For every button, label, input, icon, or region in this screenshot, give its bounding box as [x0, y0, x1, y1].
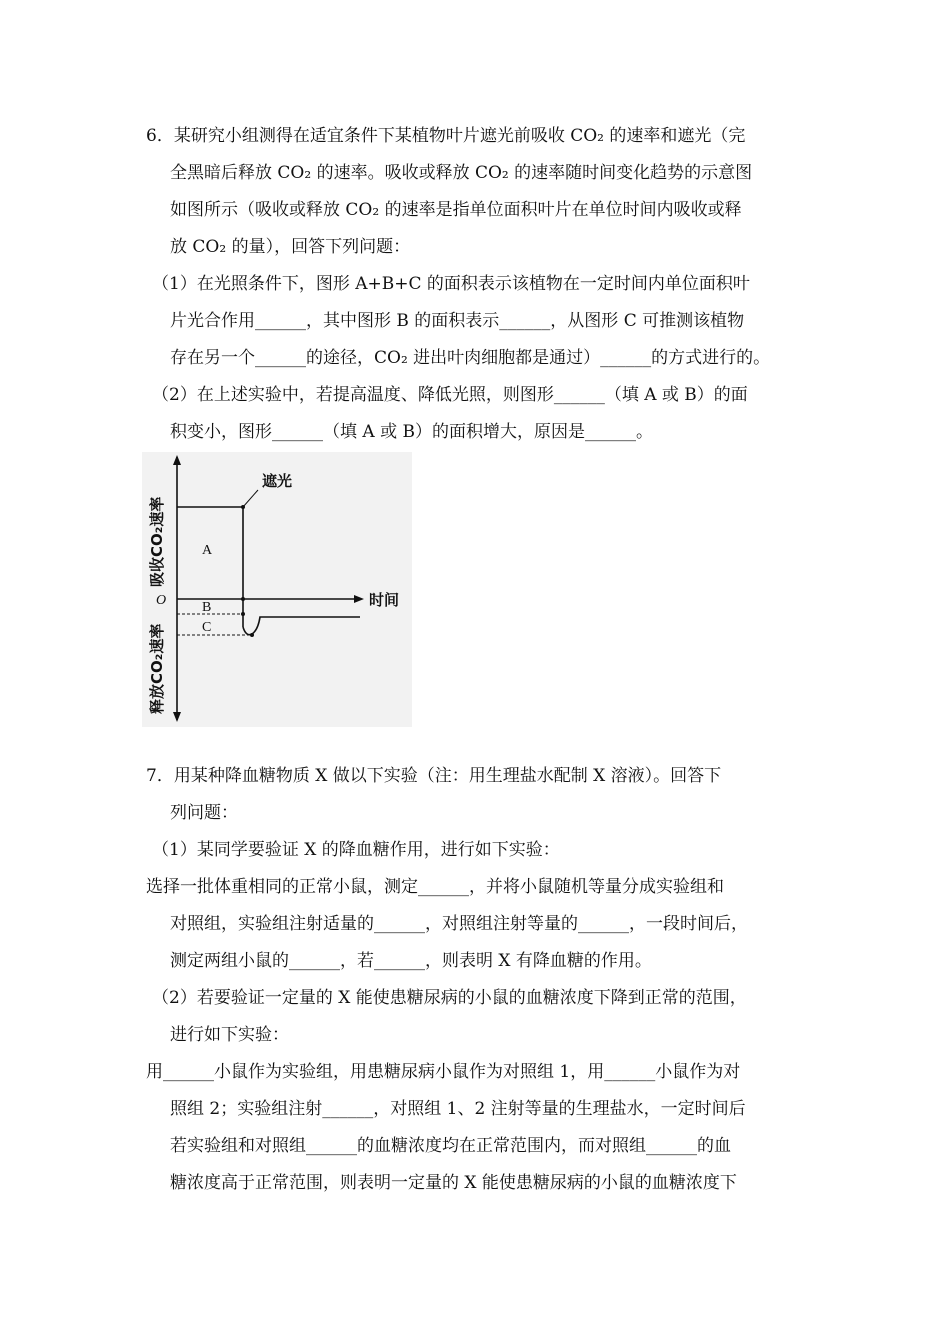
- b-point: [241, 612, 245, 616]
- q6-part2-line-1: （2）在上述实验中，若提高温度、降低光照，则图形______（填 A 或 B）的面: [152, 385, 748, 405]
- q6-line-2: 全黑暗后释放 CO₂ 的速率。吸收或释放 CO₂ 的速率随时间变化趋势的示意图: [170, 163, 753, 183]
- y-axis-label-bottom: 释放CO₂速率: [148, 623, 166, 714]
- q7-line-1: 7．用某种降血糖物质 X 做以下实验（注：用生理盐水配制 X 溶液）。回答下: [146, 766, 722, 786]
- y-axis-arrow-up: [173, 455, 181, 465]
- q7-part2-line-4: 糖浓度高于正常范围，则表明一定量的 X 能使患糖尿病的小鼠的血糖浓度下: [170, 1173, 737, 1193]
- axis-point: [241, 597, 245, 601]
- co2-rate-figure: [142, 452, 412, 727]
- annotation-label: 遮光: [262, 472, 293, 490]
- x-axis-arrow: [354, 595, 364, 603]
- region-c-label: C: [202, 620, 212, 635]
- q7-line-2: 列问题：: [170, 803, 238, 823]
- y-axis-arrow-down: [173, 712, 181, 722]
- q7-part1-line-2: 对照组，实验组注射适量的______，对照组注射等量的______，一段时间后，: [170, 914, 748, 934]
- q7-part1-heading: （1）某同学要验证 X 的降血糖作用，进行如下实验：: [152, 840, 560, 860]
- region-a-label: A: [202, 543, 213, 558]
- annotation-pointer: [243, 490, 258, 507]
- q6-part1-line-2: 片光合作用______，其中图形 B 的面积表示______，从图形 C 可推测该植物: [170, 311, 745, 331]
- q6-part2-line-2: 积变小，图形______（填 A 或 B）的面积增大，原因是______。: [170, 422, 653, 442]
- q7-part2-line-2: 照组 2；实验组注射______，对照组 1、2 注射等量的生理盐水，一定时间后: [170, 1099, 746, 1119]
- q7-part1-line-1: 选择一批体重相同的正常小鼠，测定______，并将小鼠随机等量分成实验组和: [146, 877, 724, 897]
- q6-line-1: 6．某研究小组测得在适宜条件下某植物叶片遮光前吸收 CO₂ 的速率和遮光（完: [146, 126, 746, 146]
- co2-rate-diagram: [142, 452, 412, 727]
- y-axis-label-top: 吸收CO₂速率: [148, 496, 166, 587]
- q7-part2-line-3: 若实验组和对照组______的血糖浓度均在正常范围内，而对照组______的血: [170, 1136, 731, 1156]
- q6-part1-line-1: （1）在光照条件下，图形 A+B+C 的面积表示该植物在一定时间内单位面积叶: [152, 274, 750, 294]
- q7-part2-heading: （2）若要验证一定量的 X 能使患糖尿病的小鼠的血糖浓度下降到正常的范围，: [152, 988, 747, 1008]
- q7-part2-line-1: 用______小鼠作为实验组，用患糖尿病小鼠作为对照组 1，用______小鼠作为对: [146, 1062, 741, 1082]
- q6-part1-line-3: 存在另一个______的途径，CO₂ 进出叶肉细胞都是通过）______的方式进行的。: [170, 348, 771, 368]
- min-point: [250, 633, 254, 637]
- q6-line-3: 如图所示（吸收或释放 CO₂ 的速率是指单位面积叶片在单位时间内吸收或释: [170, 200, 742, 220]
- q7-part2-heading-2: 进行如下实验：: [170, 1025, 289, 1045]
- origin-label: O: [156, 593, 167, 608]
- q7-part1-line-3: 测定两组小鼠的______，若______，则表明 X 有降血糖的作用。: [170, 951, 652, 971]
- q6-line-4: 放 CO₂ 的量），回答下列问题：: [170, 237, 411, 257]
- release-curve: [243, 617, 360, 635]
- region-b-label: B: [202, 600, 212, 615]
- x-axis-label: 时间: [369, 591, 400, 609]
